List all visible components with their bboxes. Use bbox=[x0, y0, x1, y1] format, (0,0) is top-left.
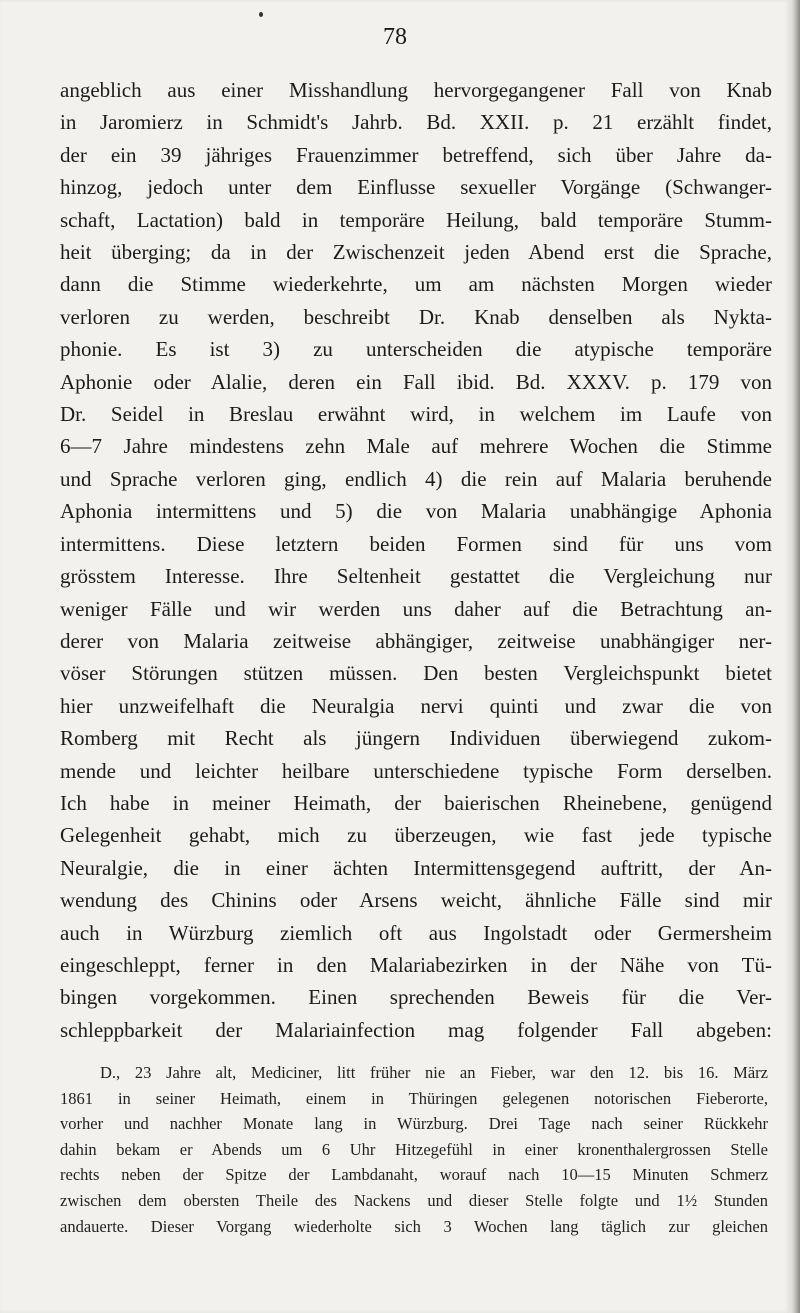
body-line: weniger Fälle und wir werden uns daher auf die Betrachtung an- bbox=[60, 596, 772, 621]
footnote-line: vorher und nachher Monate lang in Würzburg. Drei Tage nach seiner Rückkehr bbox=[60, 1114, 768, 1134]
body-line: Romberg mit Recht als jüngern Individuen überwiegend zukom- bbox=[60, 726, 772, 751]
body-line: Neuralgie, die in einer ächten Intermittensgegend auftritt, der An- bbox=[60, 855, 772, 880]
body-line: eingeschleppt, ferner in den Malariabezirken in der Nähe von Tü- bbox=[60, 952, 772, 977]
body-line: intermittens. Diese letztern beiden Formen sind für uns vom bbox=[60, 531, 772, 556]
body-line: vöser Störungen stützen müssen. Den besten Vergleichspunkt bietet bbox=[60, 661, 772, 686]
body-line: hinzog, jedoch unter dem Einflusse sexueller Vorgänge (Schwanger- bbox=[60, 175, 772, 200]
footnote-line: rechts neben der Spitze der Lambdanaht, worauf nach 10—15 Minuten Schmerz bbox=[60, 1165, 768, 1185]
body-paragraph bbox=[60, 74, 772, 1046]
ink-speck bbox=[259, 12, 263, 17]
body-line: wendung des Chinins oder Arsens weicht, ähnliche Fälle sind mir bbox=[60, 888, 772, 913]
body-line: phonie. Es ist 3) zu unterscheiden die atypische temporäre bbox=[60, 337, 772, 362]
body-line: Aphonie oder Alalie, deren ein Fall ibid. Bd. XXXV. p. 179 von bbox=[60, 369, 772, 394]
body-line: auch in Würzburg ziemlich oft aus Ingolstadt oder Germersheim bbox=[60, 920, 772, 945]
body-line: hier unzweifelhaft die Neuralgia nervi quinti und zwar die von bbox=[60, 693, 772, 718]
body-line: 6—7 Jahre mindestens zehn Male auf mehrere Wochen die Stimme bbox=[60, 434, 772, 459]
body-line: derer von Malaria zeitweise abhängiger, zeitweise unabhängiger ner- bbox=[60, 628, 772, 653]
body-line: Gelegenheit gehabt, mich zu überzeugen, wie fast jede typische bbox=[60, 823, 772, 848]
body-line: verloren zu werden, beschreibt Dr. Knab denselben als Nykta- bbox=[60, 304, 772, 329]
body-line: Aphonia intermittens und 5) die von Malaria unabhängige Aphonia bbox=[60, 499, 772, 524]
body-line: und Sprache verloren ging, endlich 4) die rein auf Malaria beruhende bbox=[60, 466, 772, 491]
footnote-line: 1861 in seiner Heimath, einem in Thüringen gelegenen notorischen Fieberorte, bbox=[60, 1088, 768, 1108]
body-line: bingen vorgekommen. Einen sprechenden Beweis für die Ver- bbox=[60, 985, 772, 1010]
footnote-line: andauerte. Dieser Vorgang wiederholte sich 3 Wochen lang täglich zur gleichen bbox=[60, 1216, 768, 1236]
body-line: mende und leichter heilbare unterschiedene typische Form derselben. bbox=[60, 758, 772, 783]
body-line: Dr. Seidel in Breslau erwähnt wird, in welchem im Laufe von bbox=[60, 402, 772, 427]
body-line: dann die Stimme wiederkehrte, um am nächsten Morgen wieder bbox=[60, 272, 772, 297]
footnote-line: dahin bekam er Abends um 6 Uhr Hitzegefühl in einer kronenthalergrossen Stelle bbox=[60, 1139, 768, 1159]
body-line: Ich habe in meiner Heimath, der baierischen Rheinebene, genügend bbox=[60, 790, 772, 815]
page-number: 78 bbox=[383, 24, 407, 50]
body-line: angeblich aus einer Misshandlung hervorgegangener Fall von Knab bbox=[60, 78, 772, 102]
footnote-line: zwischen dem obersten Theile des Nackens und dieser Stelle folgte und 1½ Stunden bbox=[60, 1190, 768, 1210]
body-line: heit überging; da in der Zwischenzeit jeden Abend erst die Sprache, bbox=[60, 240, 772, 265]
body-line: grösstem Interesse. Ihre Seltenheit gestattet die Vergleichung nur bbox=[60, 564, 772, 589]
body-line: der ein 39 jähriges Frauenzimmer betreffend, sich über Jahre da- bbox=[60, 142, 772, 167]
body-line: schaft, Lactation) bald in temporäre Heilung, bald temporäre Stumm- bbox=[60, 207, 772, 232]
page-edge bbox=[790, 0, 800, 1313]
case-report-footnote bbox=[60, 1060, 768, 1239]
footnote-line: D., 23 Jahre alt, Mediciner, litt früher nie an Fieber, war den 12. bis 16. März bbox=[100, 1063, 768, 1082]
body-line: in Jaromierz in Schmidt's Jahrb. Bd. XXII. p. 21 erzählt findet, bbox=[60, 110, 772, 135]
body-line: schleppbarkeit der Malariainfection mag folgender Fall abgeben: bbox=[60, 1017, 772, 1042]
